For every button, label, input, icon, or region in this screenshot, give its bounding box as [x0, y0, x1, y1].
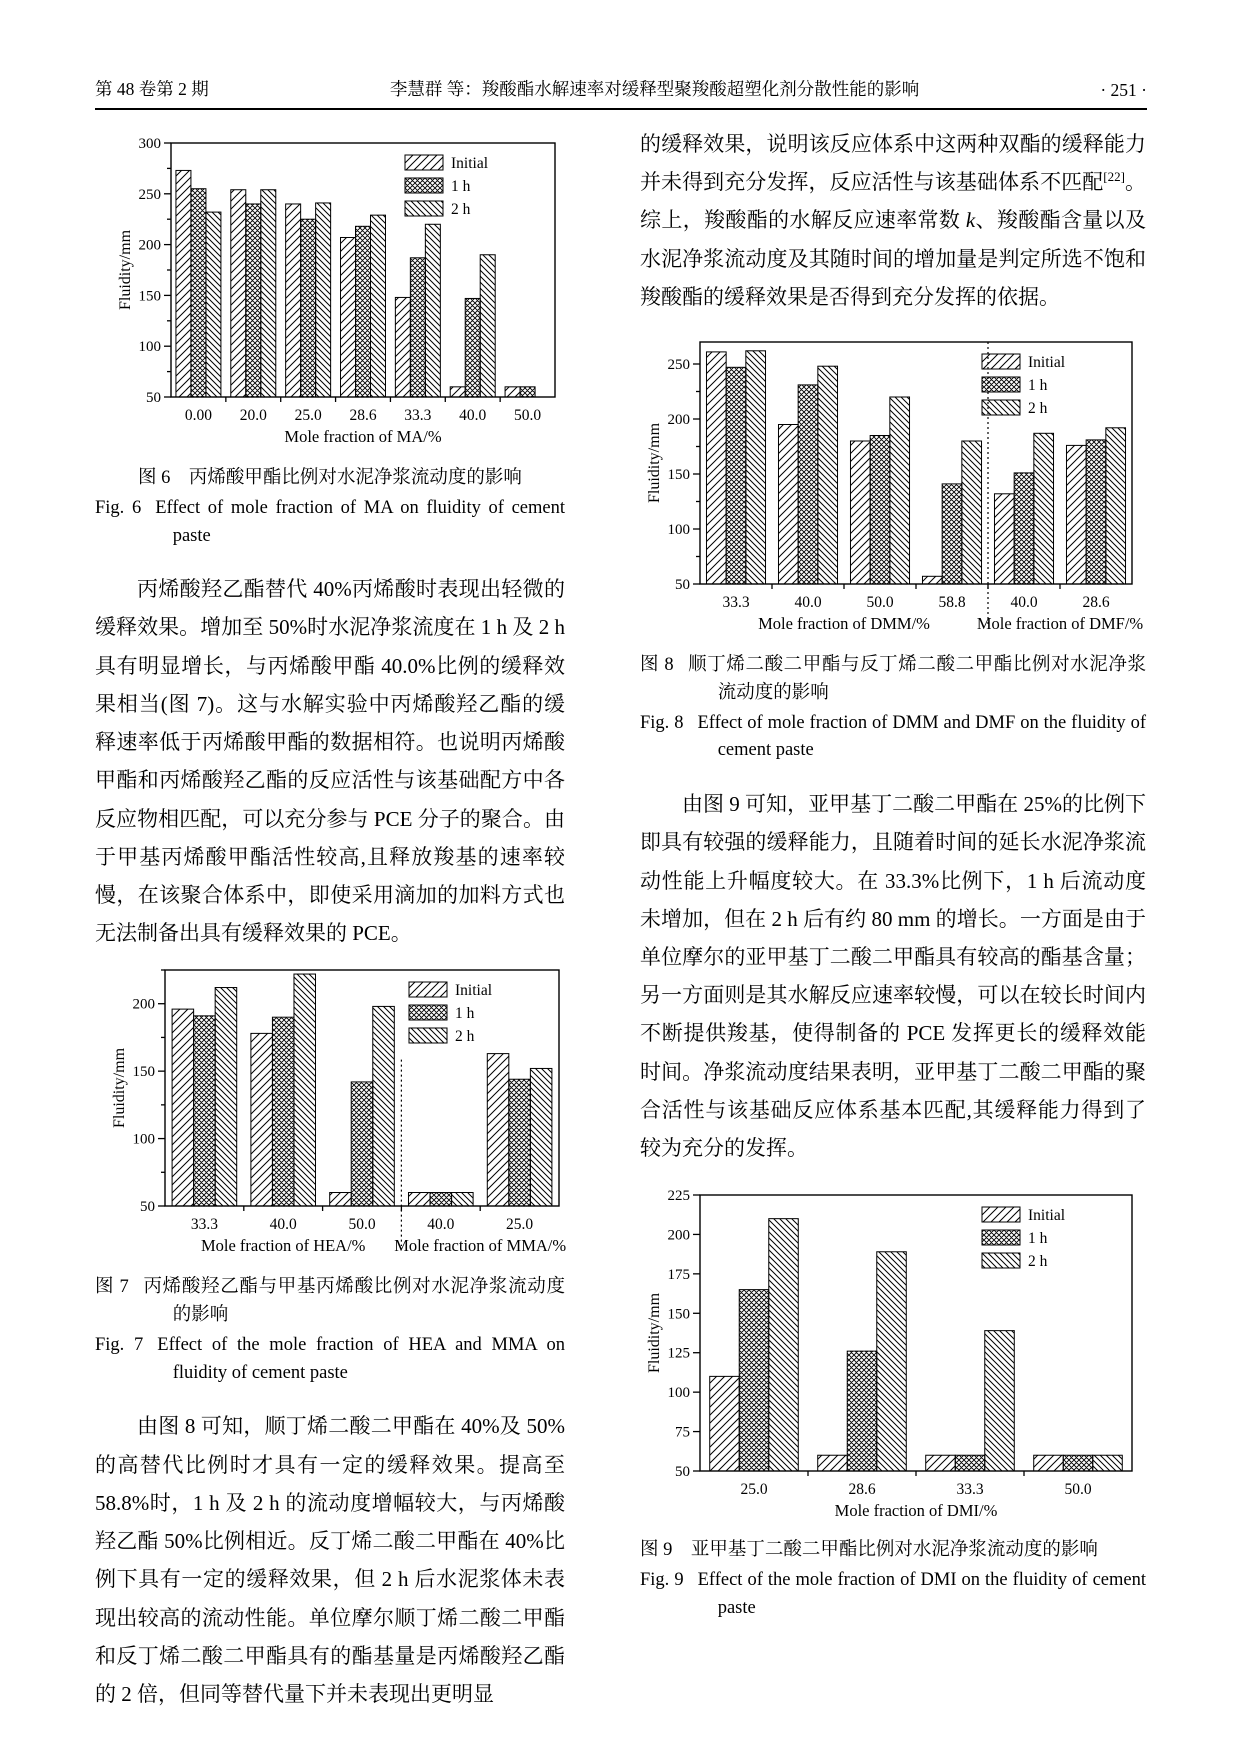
svg-text:50: 50	[675, 577, 690, 594]
fig6-y-label: Fluidity/mm	[117, 229, 134, 311]
fig9-svg	[644, 1185, 1144, 1525]
fig8-bar-Initial-40.0	[994, 494, 1014, 584]
fig6-bar-Initial-33.3	[395, 297, 410, 397]
fig8-bar-2h-40.0	[818, 366, 838, 584]
figure9-caption-en	[640, 1567, 1146, 1623]
svg-text:225: 225	[667, 1188, 690, 1205]
svg-text:28.6: 28.6	[349, 407, 377, 424]
svg-text:40.0: 40.0	[427, 1216, 455, 1234]
fig6-bar-Initial-20.0	[231, 190, 246, 397]
fig7-bar-1h-50.0	[351, 1082, 373, 1206]
fig8-bar-1h-50.0	[870, 436, 890, 585]
fig9-bar-Initial-33.3	[926, 1456, 956, 1472]
svg-text:50.0: 50.0	[866, 594, 894, 612]
fig9-bar-Initial-25.0	[710, 1377, 740, 1472]
fig6-bar-1h-33.3	[410, 258, 425, 397]
fig8-bar-Initial-28.6	[1066, 445, 1086, 584]
fig6-bar-1h-50.0	[520, 387, 535, 397]
fig9-bar-2h-33.3	[985, 1331, 1015, 1471]
figure6-chart	[115, 133, 565, 451]
svg-text:40.0: 40.0	[794, 594, 822, 612]
fig6-bar-Initial-40.0	[450, 387, 465, 397]
svg-text:50.0: 50.0	[348, 1216, 376, 1234]
figure7-caption-zh-text: 丙烯酸羟乙酯与甲基丙烯酸比例对水泥净浆流动度的影响	[142, 1277, 565, 1326]
fig9-x-axis	[740, 1471, 1091, 1520]
fig7-bar-2h-40.0	[452, 1193, 474, 1206]
fig7-bar-1h-40.0	[430, 1193, 452, 1206]
svg-text:175: 175	[667, 1267, 690, 1284]
figure8-chart	[644, 332, 1146, 638]
svg-text:50.0: 50.0	[1064, 1481, 1092, 1499]
svg-text:1 h: 1 h	[451, 178, 471, 195]
header-running-title: 李慧群 等：羧酸酯水解速率对缓释型聚羧酸超塑化剂分散性能的影响	[389, 79, 920, 99]
figure7-caption-en-label: Fig. 7	[95, 1334, 144, 1355]
fig8-bar-1h-58.8	[942, 484, 962, 584]
fig8-legend	[982, 354, 1065, 417]
svg-text:250: 250	[138, 186, 161, 203]
paragraph-segment: 、羧酸酯含量以及水泥净浆流动度及其随时间的增加量是判定所选不饱和羧酸酯的缓释效果是否得到充分发挥的依据。	[640, 208, 1147, 309]
figure9-caption-en-text: Effect of the mole fraction of DMI on the fluidity of cement paste	[697, 1570, 1146, 1618]
fig8-bar-Initial-40.0	[778, 425, 798, 585]
fig7-bar-2h-33.3	[215, 988, 237, 1206]
svg-text:40.0: 40.0	[459, 407, 487, 424]
fig7-bar-1h-25.0	[509, 1080, 531, 1207]
fig9-bar-1h-28.6	[847, 1351, 877, 1471]
svg-text:2 h: 2 h	[1028, 400, 1048, 418]
figure8-caption-en-text: Effect of mole fraction of DMM and DMF on the fluidity of cement paste	[697, 712, 1146, 761]
svg-text:200: 200	[667, 412, 690, 429]
fig6-bar-2h-33.3	[425, 224, 440, 397]
svg-text:125: 125	[667, 1345, 690, 1362]
fig9-legend	[982, 1207, 1065, 1270]
fig8-x-label: Mole fraction of DMM/%	[758, 614, 930, 634]
fig7-x-label: Mole fraction of MMA/%	[394, 1236, 567, 1256]
fig9-bar-1h-25.0	[739, 1290, 769, 1471]
svg-text:Initial: Initial	[1028, 1207, 1066, 1225]
paragraph-dmi-discussion: 由图 9 可知，亚甲基丁二酸二甲酯在 25%的比例下即具有较强的缓释能力，且随着时间的延长水泥净浆流动性能上升幅度较大。在 33.3%比例下，1 h 后流动度未增加，但在 2 h 后有约 80 mm 的增长。一方面是由于单位摩尔的亚甲基丁二酸二甲酯具有较高的酯基含量；另一方面则是其水解反应速率较慢，可以在较长时间内不断提供羧基，使得制备的 PCE 发挥更长的缓释效能时间。净浆流动度结果表明，亚甲基丁二酸二甲酯的聚合活性与该基础反应体系基本匹配,其缓释能力得到了较为充分的发挥。	[640, 792, 1146, 1161]
svg-text:2 h: 2 h	[451, 201, 471, 218]
fig9-bar-2h-28.6	[877, 1252, 907, 1471]
figure8-caption-en	[640, 710, 1146, 766]
fig7-bar-1h-40.0	[272, 1018, 294, 1207]
figure6-caption-zh: 图 6 丙烯酸甲酯比例对水泥净浆流动度的影响	[138, 468, 522, 488]
fig6-legend	[405, 155, 488, 218]
header-page-number: · 251 ·	[1100, 80, 1147, 100]
right-column	[640, 125, 1146, 1623]
paragraph-dmm-discussion: 由图 8 可知，顺丁烯二酸二甲酯在 40%及 50%的高替代比例时才具有一定的缓释效果。提高至 58.8%时，1 h 及 2 h 的流动度增幅较大，与丙烯酸羟乙酯 50%比例相近。反丁烯二酸二甲酯在 40%比例下具有一定的缓释效果，但 2 h 后水泥浆体未表现出较高的流动性能。单位摩尔顺丁烯二酸二甲酯和反丁烯二酸二甲酯具有的酯基量是丙烯酸羟乙酯的 2 倍，但同等替代量下并未表现出更明显	[95, 1414, 565, 1706]
svg-text:Initial: Initial	[451, 155, 489, 172]
figure9-chart	[644, 1185, 1146, 1525]
fig8-bar-Initial-58.8	[922, 576, 942, 584]
svg-text:150: 150	[667, 467, 690, 484]
svg-text:28.6: 28.6	[1082, 594, 1110, 612]
svg-text:300: 300	[138, 136, 161, 152]
fig6-bar-1h-25.0	[301, 219, 316, 397]
fig8-bar-1h-40.0	[798, 385, 818, 584]
fig7-y-axis	[133, 970, 166, 1215]
svg-text:150: 150	[667, 1306, 690, 1323]
fig6-bar-Initial-50.0	[505, 387, 520, 397]
fig6-bar-Initial-28.6	[341, 237, 356, 397]
fig6-bar-Initial-0.00	[176, 170, 191, 397]
figure7-caption-en	[95, 1332, 565, 1388]
paragraph-segment: k	[965, 208, 976, 233]
paragraph-hea-discussion: 丙烯酸羟乙酯替代 40%丙烯酸时表现出轻微的缓释效果。增加至 50%时水泥净浆流度在 1 h 及 2 h 具有明显增长，与丙烯酸甲酯 40.0%比例的缓释效果相当(图 7)。这与水解实验中丙烯酸羟乙酯的缓释速率低于丙烯酸甲酯的数据相符。也说明丙烯酸甲酯和丙烯酸羟乙酯的反应活性与该基础配方中各反应物相匹配，可以充分参与 PCE 分子的聚合。由于甲基丙烯酸甲酯活性较高,且释放羧基的速率较慢，在该聚合体系中，即使采用滴加的加料方式也无法制备出具有缓释效果的 PCE。	[95, 577, 565, 946]
svg-text:33.3: 33.3	[404, 407, 432, 424]
svg-text:200: 200	[132, 997, 155, 1014]
fig6-bar-1h-0.00	[191, 189, 206, 397]
fig9-bar-1h-33.3	[955, 1456, 985, 1472]
svg-text:100: 100	[667, 522, 690, 539]
fig8-y-axis	[668, 357, 701, 593]
svg-text:33.3: 33.3	[722, 594, 750, 612]
fig7-x-axis	[191, 1206, 567, 1255]
fig9-bar-2h-50.0	[1093, 1456, 1123, 1472]
svg-text:2 h: 2 h	[1028, 1253, 1048, 1271]
svg-text:58.8: 58.8	[938, 594, 966, 612]
figure9-caption-en-label: Fig. 9	[640, 1570, 684, 1591]
fig9-bars	[710, 1219, 1123, 1471]
fig7-bars	[172, 974, 552, 1206]
svg-text:2 h: 2 h	[455, 1028, 475, 1046]
svg-text:Initial: Initial	[1028, 354, 1066, 372]
fig8-svg	[644, 332, 1144, 638]
fig8-bars	[706, 351, 1125, 584]
fig8-bar-Initial-50.0	[850, 441, 870, 584]
fig6-bar-2h-0.00	[206, 212, 221, 397]
svg-text:28.6: 28.6	[848, 1481, 876, 1499]
fig9-y-axis	[668, 1188, 701, 1480]
svg-text:1 h: 1 h	[455, 1005, 475, 1023]
svg-text:250: 250	[667, 357, 690, 374]
svg-text:33.3: 33.3	[190, 1216, 218, 1234]
fig7-bar-2h-25.0	[530, 1069, 552, 1207]
fig6-bar-2h-25.0	[316, 203, 331, 397]
svg-text:100: 100	[138, 339, 161, 356]
fig6-bar-1h-20.0	[246, 204, 261, 397]
fig7-x-label: Mole fraction of HEA/%	[200, 1236, 366, 1256]
fig8-bar-1h-40.0	[1014, 473, 1034, 584]
fig8-bar-1h-28.6	[1086, 440, 1106, 584]
fig7-bar-Initial-25.0	[487, 1054, 509, 1206]
fig6-bar-Initial-25.0	[286, 204, 301, 397]
figure6-caption-en	[95, 495, 565, 551]
fig6-x-label: Mole fraction of MA/%	[284, 427, 442, 446]
svg-text:Initial: Initial	[455, 982, 493, 1000]
fig8-bar-2h-28.6	[1106, 428, 1126, 584]
svg-text:100: 100	[132, 1132, 155, 1149]
fig8-y-label: Fluidity/mm	[646, 423, 663, 504]
fig6-bar-1h-40.0	[465, 298, 480, 397]
figure7-caption-zh	[95, 1274, 565, 1330]
svg-text:25.0: 25.0	[740, 1481, 768, 1499]
fig8-bar-1h-33.3	[726, 367, 746, 584]
paragraph-segment: 的缓释效果，说明该反应体系中这两种双酯的缓释能力并未得到充分发挥，反应活性与该基础体系不匹配	[640, 132, 1146, 195]
fig7-legend	[409, 982, 492, 1045]
svg-text:1 h: 1 h	[1028, 1230, 1048, 1248]
figure8-caption-zh	[640, 652, 1146, 708]
fig9-bar-Initial-50.0	[1034, 1456, 1064, 1472]
fig6-bar-2h-28.6	[370, 215, 385, 397]
fig7-bar-Initial-33.3	[172, 1010, 194, 1207]
figure7-chart	[109, 960, 565, 1260]
svg-text:33.3: 33.3	[956, 1481, 984, 1499]
figure8-caption-zh-label: 图 8	[640, 655, 674, 676]
fig8-bar-2h-50.0	[890, 397, 910, 584]
svg-text:25.0: 25.0	[294, 407, 322, 424]
fig9-bar-Initial-28.6	[818, 1456, 848, 1472]
svg-text:40.0: 40.0	[1010, 594, 1038, 612]
fig7-svg	[109, 960, 571, 1260]
paragraph-conclusion	[640, 125, 1146, 316]
svg-text:20.0: 20.0	[239, 407, 267, 424]
svg-text:50: 50	[146, 390, 161, 406]
figure9-caption-zh: 图 9 亚甲基丁二酸二甲酯比例对水泥净浆流动度的影响	[640, 1540, 1098, 1561]
fig8-bar-2h-58.8	[962, 441, 982, 584]
fig7-y-label: Fluidity/mm	[111, 1048, 128, 1129]
svg-text:100: 100	[667, 1385, 690, 1402]
svg-text:50: 50	[675, 1464, 690, 1481]
header-volume-issue: 第 48 卷第 2 期	[95, 79, 209, 99]
svg-text:40.0: 40.0	[269, 1216, 297, 1234]
svg-text:50.0: 50.0	[514, 407, 542, 424]
fig8-x-axis	[722, 584, 1143, 633]
svg-text:75: 75	[675, 1424, 690, 1441]
svg-text:150: 150	[132, 1064, 155, 1081]
fig6-bar-1h-28.6	[356, 226, 371, 397]
fig8-bar-2h-33.3	[746, 351, 766, 584]
page-header	[95, 76, 1147, 110]
figure7-caption-zh-label: 图 7	[95, 1277, 129, 1298]
paragraph-segment: 。综上，羧酸酯的水解反应速率常数	[640, 170, 1147, 233]
svg-text:50: 50	[140, 1199, 155, 1216]
fig8-x-label: Mole fraction of DMF/%	[976, 614, 1144, 634]
fig6-bars	[176, 170, 535, 397]
fig6-x-axis	[185, 397, 542, 446]
fig8-bar-Initial-33.3	[706, 352, 726, 584]
fig7-bar-Initial-40.0	[251, 1034, 273, 1207]
figure7-caption-en-text: Effect of the mole fraction of HEA and MMA on fluidity of cement paste	[157, 1334, 565, 1383]
fig8-bar-2h-40.0	[1034, 433, 1054, 584]
fig6-bar-2h-40.0	[480, 255, 495, 397]
left-column	[95, 125, 565, 1713]
paragraph-segment: [22]	[1103, 169, 1125, 185]
figure6-caption-en-text: Effect of mole fraction of MA on fluidity of cement paste	[155, 497, 565, 546]
fig7-bar-2h-50.0	[373, 1007, 395, 1207]
figure8-caption-en-label: Fig. 8	[640, 712, 684, 733]
svg-text:200: 200	[667, 1227, 690, 1244]
fig9-x-label: Mole fraction of DMI/%	[834, 1501, 998, 1521]
fig9-bar-1h-50.0	[1063, 1456, 1093, 1472]
svg-text:150: 150	[138, 288, 161, 305]
fig7-bar-Initial-40.0	[408, 1193, 430, 1206]
fig6-svg	[115, 133, 567, 451]
svg-text:1 h: 1 h	[1028, 377, 1048, 395]
svg-text:0.00: 0.00	[184, 407, 212, 424]
fig7-bar-Initial-50.0	[330, 1193, 352, 1206]
fig9-y-label: Fluidity/mm	[646, 1293, 663, 1374]
fig6-bar-2h-20.0	[261, 190, 276, 397]
svg-text:25.0: 25.0	[506, 1216, 534, 1234]
fig9-bar-2h-25.0	[769, 1219, 799, 1471]
figure6-caption-en-label: Fig. 6	[95, 497, 142, 518]
fig6-y-axis	[139, 136, 172, 406]
figure8-caption-zh-text: 顺丁烯二酸二甲酯与反丁烯二酸二甲酯比例对水泥净浆流动度的影响	[687, 655, 1146, 703]
svg-text:200: 200	[138, 237, 161, 254]
fig7-bar-1h-33.3	[194, 1016, 216, 1206]
fig7-bar-2h-40.0	[294, 974, 316, 1206]
